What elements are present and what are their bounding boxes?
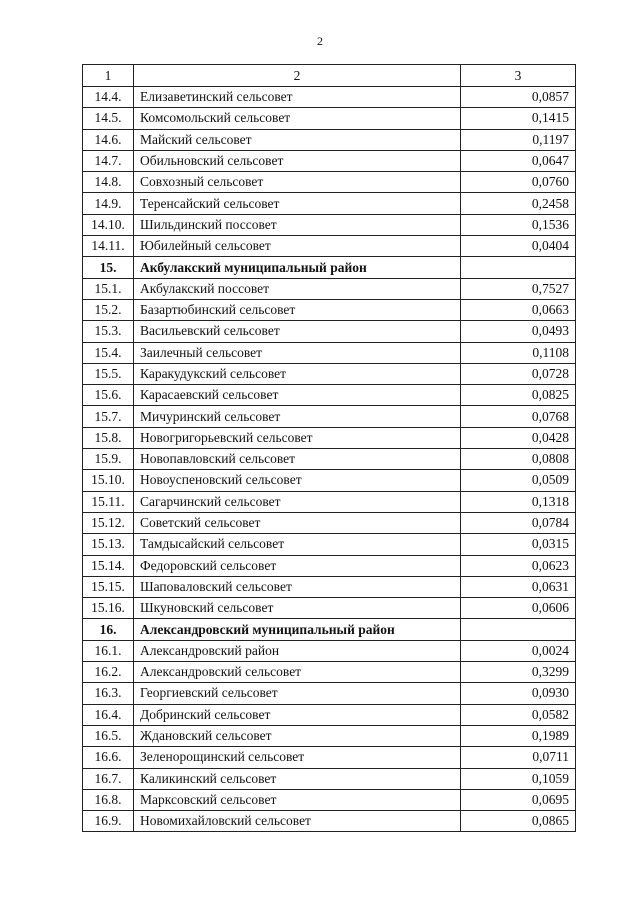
row-name-cell: Александровский муниципальный район: [134, 619, 461, 640]
row-number-cell: 15.8.: [83, 427, 134, 448]
table-row: [83, 278, 576, 299]
row-name-cell: Сагарчинский сельсовет: [134, 491, 461, 512]
section-row: [83, 257, 576, 278]
row-number-cell: 16.5.: [83, 725, 134, 746]
row-value-cell: 0,0493: [461, 321, 576, 342]
column-header-name: 2: [134, 65, 461, 87]
row-name-cell: Шкуновский сельсовет: [134, 598, 461, 619]
row-number-cell: 15.4.: [83, 342, 134, 363]
row-value-cell: 0,0606: [461, 598, 576, 619]
row-name-cell: Добринский сельсовет: [134, 704, 461, 725]
table-row: [83, 512, 576, 533]
table-row: [83, 725, 576, 746]
row-number-cell: 16.: [83, 619, 134, 640]
table-header-row: [83, 65, 576, 87]
table-row: [83, 662, 576, 683]
row-name-cell: Майский сельсовет: [134, 129, 461, 150]
table-row: [83, 683, 576, 704]
row-value-cell: 0,0509: [461, 470, 576, 491]
row-value-cell: 0,1989: [461, 725, 576, 746]
table-row: [83, 811, 576, 832]
table-body: [83, 65, 576, 832]
table-row: [83, 449, 576, 470]
row-number-cell: 16.9.: [83, 811, 134, 832]
row-name-cell: Мичуринский сельсовет: [134, 406, 461, 427]
table-row: [83, 470, 576, 491]
table-row: [83, 342, 576, 363]
page-number: 2: [317, 34, 323, 48]
table-row: [83, 299, 576, 320]
row-name-cell: Юбилейный сельсовет: [134, 236, 461, 257]
row-name-cell: Марксовский сельсовет: [134, 789, 461, 810]
row-name-cell: Зеленорощинский сельсовет: [134, 747, 461, 768]
row-number-cell: 14.5.: [83, 108, 134, 129]
row-number-cell: 15.: [83, 257, 134, 278]
row-number-cell: 14.11.: [83, 236, 134, 257]
table-row: [83, 172, 576, 193]
row-value-cell: 0,0760: [461, 172, 576, 193]
row-number-cell: 15.1.: [83, 278, 134, 299]
row-value-cell: 0,0711: [461, 747, 576, 768]
row-number-cell: 14.6.: [83, 129, 134, 150]
row-number-cell: 15.15.: [83, 576, 134, 597]
row-name-cell: Карасаевский сельсовет: [134, 385, 461, 406]
row-name-cell: Акбулакский поссовет: [134, 278, 461, 299]
row-name-cell: Советский сельсовет: [134, 512, 461, 533]
table-row: [83, 747, 576, 768]
row-number-cell: 14.8.: [83, 172, 134, 193]
row-number-cell: 16.8.: [83, 789, 134, 810]
row-number-cell: 15.5.: [83, 363, 134, 384]
table-row: [83, 491, 576, 512]
section-row: [83, 619, 576, 640]
table-row: [83, 576, 576, 597]
row-number-cell: 15.14.: [83, 555, 134, 576]
table-row: [83, 534, 576, 555]
table-row: [83, 640, 576, 661]
row-value-cell: 0,0930: [461, 683, 576, 704]
row-name-cell: Шаповаловский сельсовет: [134, 576, 461, 597]
table-row: [83, 385, 576, 406]
row-value-cell: 0,0768: [461, 406, 576, 427]
row-number-cell: 16.4.: [83, 704, 134, 725]
row-number-cell: 15.10.: [83, 470, 134, 491]
row-name-cell: Теренсайский сельсовет: [134, 193, 461, 214]
row-number-cell: 15.7.: [83, 406, 134, 427]
row-name-cell: Георгиевский сельсовет: [134, 683, 461, 704]
row-value-cell: 0,0695: [461, 789, 576, 810]
row-name-cell: Новогригорьевский сельсовет: [134, 427, 461, 448]
row-name-cell: Елизаветинский сельсовет: [134, 87, 461, 108]
row-name-cell: Ждановский сельсовет: [134, 725, 461, 746]
row-name-cell: Совхозный сельсовет: [134, 172, 461, 193]
row-name-cell: Новомихайловский сельсовет: [134, 811, 461, 832]
row-name-cell: Шильдинский поссовет: [134, 214, 461, 235]
row-value-cell: 0,0825: [461, 385, 576, 406]
row-value-cell: 0,0404: [461, 236, 576, 257]
row-value-cell: 0,0631: [461, 576, 576, 597]
row-value-cell: [461, 257, 576, 278]
row-number-cell: 15.11.: [83, 491, 134, 512]
row-value-cell: 0,0647: [461, 150, 576, 171]
column-header-value: 3: [461, 65, 576, 87]
row-number-cell: 14.7.: [83, 150, 134, 171]
row-value-cell: 0,0865: [461, 811, 576, 832]
row-value-cell: 0,1108: [461, 342, 576, 363]
row-number-cell: 15.2.: [83, 299, 134, 320]
row-number-cell: 16.2.: [83, 662, 134, 683]
table-row: [83, 768, 576, 789]
row-value-cell: 0,0024: [461, 640, 576, 661]
table-row: [83, 406, 576, 427]
row-value-cell: 0,0728: [461, 363, 576, 384]
table-row: [83, 704, 576, 725]
row-value-cell: 0,0315: [461, 534, 576, 555]
row-value-cell: 0,0582: [461, 704, 576, 725]
row-name-cell: Базартюбинский сельсовет: [134, 299, 461, 320]
row-name-cell: Новоуспеновский сельсовет: [134, 470, 461, 491]
row-value-cell: 0,0784: [461, 512, 576, 533]
table-row: [83, 129, 576, 150]
row-number-cell: 15.9.: [83, 449, 134, 470]
row-name-cell: Новопавловский сельсовет: [134, 449, 461, 470]
table-row: [83, 555, 576, 576]
row-number-cell: 16.6.: [83, 747, 134, 768]
row-name-cell: Тамдысайский сельсовет: [134, 534, 461, 555]
row-name-cell: Васильевский сельсовет: [134, 321, 461, 342]
row-name-cell: Федоровский сельсовет: [134, 555, 461, 576]
row-number-cell: 15.3.: [83, 321, 134, 342]
row-value-cell: 0,0623: [461, 555, 576, 576]
column-header-number: 1: [83, 65, 134, 87]
table-row: [83, 598, 576, 619]
row-value-cell: 0,0857: [461, 87, 576, 108]
row-value-cell: 0,1059: [461, 768, 576, 789]
table-row: [83, 87, 576, 108]
row-value-cell: 0,7527: [461, 278, 576, 299]
row-value-cell: [461, 619, 576, 640]
row-name-cell: Обильновский сельсовет: [134, 150, 461, 171]
row-number-cell: 16.1.: [83, 640, 134, 661]
row-number-cell: 15.12.: [83, 512, 134, 533]
table-row: [83, 150, 576, 171]
row-value-cell: 0,1536: [461, 214, 576, 235]
row-value-cell: 0,1415: [461, 108, 576, 129]
row-name-cell: Каракудукский сельсовет: [134, 363, 461, 384]
row-number-cell: 14.4.: [83, 87, 134, 108]
row-number-cell: 16.3.: [83, 683, 134, 704]
row-name-cell: Каликинский сельсовет: [134, 768, 461, 789]
allocation-table: [82, 64, 576, 832]
row-value-cell: 0,0808: [461, 449, 576, 470]
row-value-cell: 0,1318: [461, 491, 576, 512]
row-value-cell: 0,0428: [461, 427, 576, 448]
row-value-cell: 0,3299: [461, 662, 576, 683]
row-number-cell: 15.13.: [83, 534, 134, 555]
table-row: [83, 321, 576, 342]
table-row: [83, 236, 576, 257]
row-number-cell: 14.9.: [83, 193, 134, 214]
row-number-cell: 16.7.: [83, 768, 134, 789]
row-name-cell: Комсомольский сельсовет: [134, 108, 461, 129]
table-row: [83, 214, 576, 235]
row-name-cell: Александровский сельсовет: [134, 662, 461, 683]
row-number-cell: 15.16.: [83, 598, 134, 619]
row-name-cell: Акбулакский муниципальный район: [134, 257, 461, 278]
table-row: [83, 427, 576, 448]
row-value-cell: 0,1197: [461, 129, 576, 150]
row-name-cell: Заилечный сельсовет: [134, 342, 461, 363]
row-value-cell: 0,2458: [461, 193, 576, 214]
table-row: [83, 363, 576, 384]
table-row: [83, 108, 576, 129]
row-number-cell: 15.6.: [83, 385, 134, 406]
table-row: [83, 789, 576, 810]
table-row: [83, 193, 576, 214]
row-name-cell: Александровский район: [134, 640, 461, 661]
row-number-cell: 14.10.: [83, 214, 134, 235]
row-value-cell: 0,0663: [461, 299, 576, 320]
